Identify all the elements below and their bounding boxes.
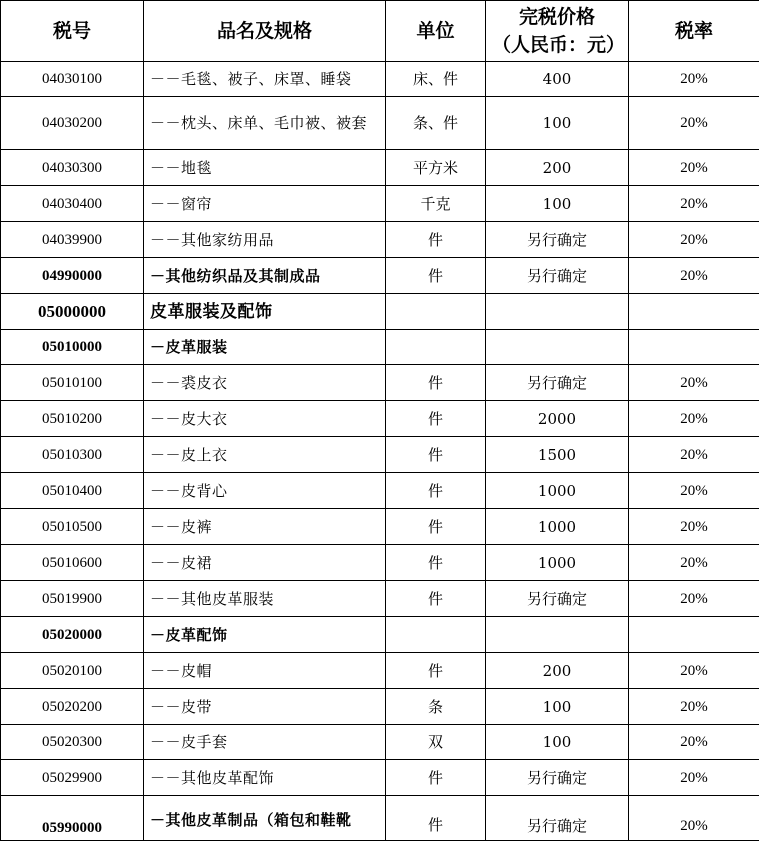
- table-row: [1, 581, 759, 617]
- cell-code: 05010000: [1, 330, 144, 365]
- table-row: [1, 258, 759, 294]
- cell-unit: 件: [386, 365, 486, 401]
- cell-unit: [386, 294, 486, 330]
- table-row: [1, 545, 759, 581]
- cell-rate: [629, 294, 759, 330]
- cell-name: －－皮帽: [144, 653, 386, 689]
- table-row: [1, 222, 759, 258]
- table-row: [1, 653, 759, 689]
- cell-unit: 件: [386, 545, 486, 581]
- table-row: [1, 437, 759, 473]
- cell-code: 05010400: [1, 473, 144, 509]
- cell-name: －－皮大衣: [144, 401, 386, 437]
- header-rate: 税率: [629, 1, 759, 62]
- cell-name: －－其他皮革配饰: [144, 760, 386, 796]
- cell-code: 04990000: [1, 258, 144, 294]
- cell-name: －－地毯: [144, 150, 386, 186]
- cell-code: 04030200: [1, 97, 144, 150]
- cell-code: 04030300: [1, 150, 144, 186]
- cell-name: －－皮背心: [144, 473, 386, 509]
- cell-unit: 件: [386, 760, 486, 796]
- cell-name: －其他皮革制品（箱包和鞋靴: [144, 796, 386, 841]
- cell-code: 05020300: [1, 725, 144, 760]
- cell-price: 另行确定: [486, 222, 629, 258]
- table-row: [1, 796, 759, 841]
- cell-rate: 20%: [629, 150, 759, 186]
- cell-price: 2000: [486, 401, 629, 437]
- cell-rate: 20%: [629, 186, 759, 222]
- cell-rate: 20%: [629, 62, 759, 97]
- cell-code: 04030100: [1, 62, 144, 97]
- cell-unit: 双: [386, 725, 486, 760]
- cell-unit: 平方米: [386, 150, 486, 186]
- table-row: [1, 330, 759, 365]
- cell-rate: 20%: [629, 365, 759, 401]
- cell-price: 另行确定: [486, 365, 629, 401]
- cell-name: －－其他皮革服装: [144, 581, 386, 617]
- cell-unit: 件: [386, 437, 486, 473]
- cell-price: 100: [486, 725, 629, 760]
- cell-code: 05020000: [1, 617, 144, 653]
- table-row: [1, 401, 759, 437]
- cell-price: 1000: [486, 545, 629, 581]
- header-row: [1, 1, 759, 62]
- table-row: [1, 294, 759, 330]
- cell-unit: 件: [386, 581, 486, 617]
- cell-rate: 20%: [629, 97, 759, 150]
- cell-code: 05020200: [1, 689, 144, 725]
- cell-name: －－皮手套: [144, 725, 386, 760]
- cell-rate: 20%: [629, 545, 759, 581]
- cell-name: －皮革服装: [144, 330, 386, 365]
- cell-name: －－其他家纺用品: [144, 222, 386, 258]
- cell-rate: 20%: [629, 222, 759, 258]
- table-row: [1, 186, 759, 222]
- cell-name: －－毛毯、被子、床罩、睡袋: [144, 62, 386, 97]
- table-row: [1, 617, 759, 653]
- cell-price: [486, 330, 629, 365]
- cell-price: 另行确定: [486, 796, 629, 841]
- cell-rate: 20%: [629, 509, 759, 545]
- cell-code: 05010300: [1, 437, 144, 473]
- cell-rate: 20%: [629, 437, 759, 473]
- header-code: 税号: [1, 1, 144, 62]
- table-row: [1, 509, 759, 545]
- cell-price: 100: [486, 97, 629, 150]
- cell-unit: 千克: [386, 186, 486, 222]
- header-price-line2: （人民币：元）: [492, 31, 622, 59]
- cell-rate: 20%: [629, 401, 759, 437]
- cell-name: －皮革配饰: [144, 617, 386, 653]
- cell-unit: 条、件: [386, 97, 486, 150]
- header-price-line1: 完税价格: [492, 3, 622, 31]
- cell-code: 04039900: [1, 222, 144, 258]
- cell-price: 另行确定: [486, 760, 629, 796]
- cell-price: 另行确定: [486, 581, 629, 617]
- cell-name: －－枕头、床单、毛巾被、被套: [144, 97, 386, 150]
- cell-price: 400: [486, 62, 629, 97]
- cell-price: 1000: [486, 473, 629, 509]
- cell-unit: 件: [386, 258, 486, 294]
- cell-unit: 件: [386, 473, 486, 509]
- cell-unit: [386, 330, 486, 365]
- cell-name: －－皮上衣: [144, 437, 386, 473]
- cell-name: －其他纺织品及其制成品: [144, 258, 386, 294]
- cell-price: 100: [486, 186, 629, 222]
- cell-unit: 件: [386, 222, 486, 258]
- cell-unit: 件: [386, 401, 486, 437]
- cell-price: 200: [486, 150, 629, 186]
- table-row: [1, 473, 759, 509]
- cell-unit: 件: [386, 653, 486, 689]
- cell-name: －－皮裤: [144, 509, 386, 545]
- cell-price: 1500: [486, 437, 629, 473]
- table-row: [1, 689, 759, 725]
- table-row: [1, 150, 759, 186]
- cell-price: 另行确定: [486, 258, 629, 294]
- cell-rate: 20%: [629, 581, 759, 617]
- cell-code: 05010600: [1, 545, 144, 581]
- cell-code: 05010200: [1, 401, 144, 437]
- header-unit: 单位: [386, 1, 486, 62]
- cell-price: 100: [486, 689, 629, 725]
- cell-name: －－裘皮衣: [144, 365, 386, 401]
- cell-rate: 20%: [629, 653, 759, 689]
- cell-price: 1000: [486, 509, 629, 545]
- cell-unit: [386, 617, 486, 653]
- cell-rate: 20%: [629, 258, 759, 294]
- cell-rate: [629, 330, 759, 365]
- cell-price: [486, 294, 629, 330]
- cell-rate: 20%: [629, 760, 759, 796]
- header-name: 品名及规格: [144, 1, 386, 62]
- table-row: [1, 365, 759, 401]
- cell-rate: [629, 617, 759, 653]
- cell-name: －－皮带: [144, 689, 386, 725]
- table-row: [1, 97, 759, 150]
- cell-code: 05019900: [1, 581, 144, 617]
- cell-code: 05010100: [1, 365, 144, 401]
- table-row: [1, 725, 759, 760]
- cell-rate: 20%: [629, 725, 759, 760]
- cell-unit: 件: [386, 509, 486, 545]
- cell-unit: 条: [386, 689, 486, 725]
- cell-code: 05029900: [1, 760, 144, 796]
- cell-rate: 20%: [629, 796, 759, 841]
- cell-code: 05990000: [1, 796, 144, 841]
- cell-price: 200: [486, 653, 629, 689]
- cell-code: 05000000: [1, 294, 144, 330]
- cell-code: 04030400: [1, 186, 144, 222]
- cell-code: 05020100: [1, 653, 144, 689]
- cell-price: [486, 617, 629, 653]
- header-price: [486, 1, 629, 62]
- cell-unit: 床、件: [386, 62, 486, 97]
- table-row: [1, 760, 759, 796]
- cell-name: －－窗帘: [144, 186, 386, 222]
- table-row: [1, 62, 759, 97]
- cell-name: 皮革服装及配饰: [144, 294, 386, 330]
- cell-code: 05010500: [1, 509, 144, 545]
- cell-rate: 20%: [629, 473, 759, 509]
- cell-unit: 件: [386, 796, 486, 841]
- cell-rate: 20%: [629, 689, 759, 725]
- cell-name: －－皮裙: [144, 545, 386, 581]
